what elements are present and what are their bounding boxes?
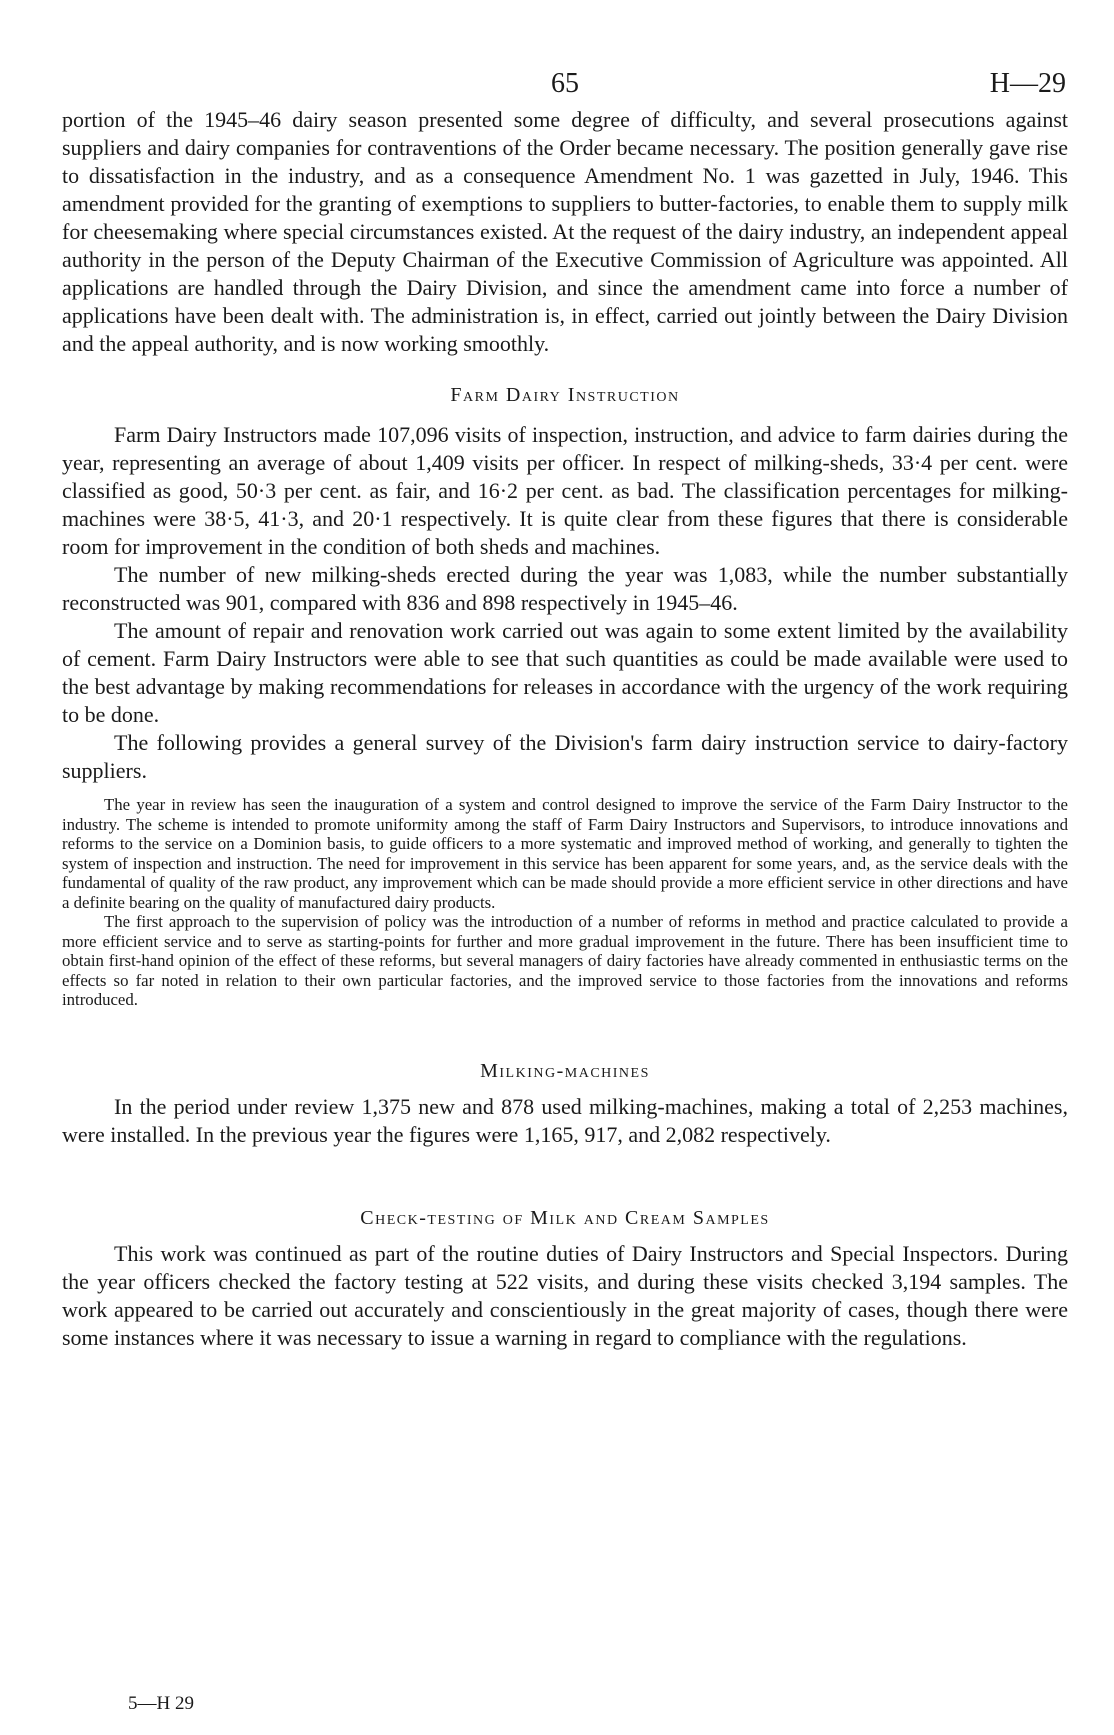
document-page [62,58,1068,1352]
signature-mark: 5—H 29 [128,1693,194,1714]
page-number: 65 [551,68,579,99]
document-code: H—29 [989,68,1066,99]
page-header [62,58,1068,106]
milking-machines-paragraph: In the period under review 1,375 new and 878 used milking-machines, making a total of 2,253 machines, were installed. In the previous year the figures were 1,165, 917, and 2,082 respectively. [62,1093,1068,1147]
farm-dairy-paragraph-4: The following provides a general survey of the Division's farm dairy instruction service to dairy-factory suppliers. [62,730,1068,783]
farm-dairy-paragraph-2: The number of new milking-sheds erected during the year was 1,083, while the number substantially reconstructed was 901, compared with 836 and 898 respectively in 1945–46. [62,562,1068,615]
farm-dairy-heading: Farm Dairy Instruction [450,384,680,406]
intro-paragraph: portion of the 1945–46 dairy season presented some degree of difficulty, and several prosecutions against suppliers and dairy companies for contraventions of the Order became necessary. The position generally gave rise to dissatisfaction in the industry, and as a consequence Amendment No. 1 was gazetted in July, 1946. This amendment provided for the granting of exemptions to suppliers to butter-factories, to enable them to supply milk for cheesemaking where special circumstances existed. At the request of the dairy industry, an independent appeal authority in the person of the Deputy Chairman of the Executive Commission of Agriculture was appointed. All applications are handled through the Dairy Division, and since the amendment came into force a number of applications have been dealt with. The administration is, in effect, carried out jointly between the Dairy Division and the appeal authority, and is now working smoothly. [62,107,1068,356]
check-testing-paragraph: This work was continued as part of the routine duties of Dairy Instructors and Special Inspectors. During the year officers checked the factory testing at 522 visits, and during these visits checked 3,194 samples. The work appeared to be carried out accurately and conscientiously in the great majority of cases, though there were some instances where it was necessary to issue a warning in regard to compliance with the regulations. [62,1240,1068,1350]
check-testing-heading: Check-testing of Milk and Cream Samples [360,1206,770,1229]
milking-machines-heading: Milking-machines [480,1059,650,1082]
quoted-paragraph-1: The year in review has seen the inauguration of a system and control designed to improve the service of the Farm Dairy Instructor to the industry. The scheme is intended to promote uniformity among the staff of Farm Dairy Instructors and Supervisors, to introduce innovations and reforms to the service on a Dominion basis, to guide officers to a more systematic and improved method of working, and generally to tighten the system of inspection and instruction. The need for improvement in this service has been apparent for some years, and, as the service deals with the fundamental of quality of the raw product, any improvement which can be made should provide a more efficient service in other directions and have a definite bearing on the quality of manufactured dairy products. [62,795,1068,912]
farm-dairy-paragraph-1: Farm Dairy Instructors made 107,096 visits of inspection, instruction, and advice to farm dairies during the year, representing an average of about 1,409 visits per officer. In respect of milking-sheds, 33·4 per cent. were classified as good, 50·3 per cent. as fair, and 16·2 per cent. as bad. The classification percentages for milking-machines were 38·5, 41·3, and 20·1 respectively. It is quite clear from these figures that there is considerable room for improvement in the condition of both sheds and machines. [62,422,1068,559]
quoted-paragraph-2: The first approach to the supervision of policy was the introduction of a number of reforms in method and practice calculated to provide a more efficient service and to serve as starting-points for further and more gradual improvement in the future. There has been insufficient time to obtain first-hand opinion of the effect of these reforms, but several managers of dairy factories have already commented in enthusiastic terms on the effects so far noted in relation to their own particular factories, and the improved service to those factories from the innovations and reforms introduced. [62,912,1068,1009]
farm-dairy-paragraph-3: The amount of repair and renovation work carried out was again to some extent limited by the availability of cement. Farm Dairy Instructors were able to see that such quantities as could be made available were used to the best advantage by making recommendations for releases in accordance with the urgency of the work requiring to be done. [62,618,1068,727]
